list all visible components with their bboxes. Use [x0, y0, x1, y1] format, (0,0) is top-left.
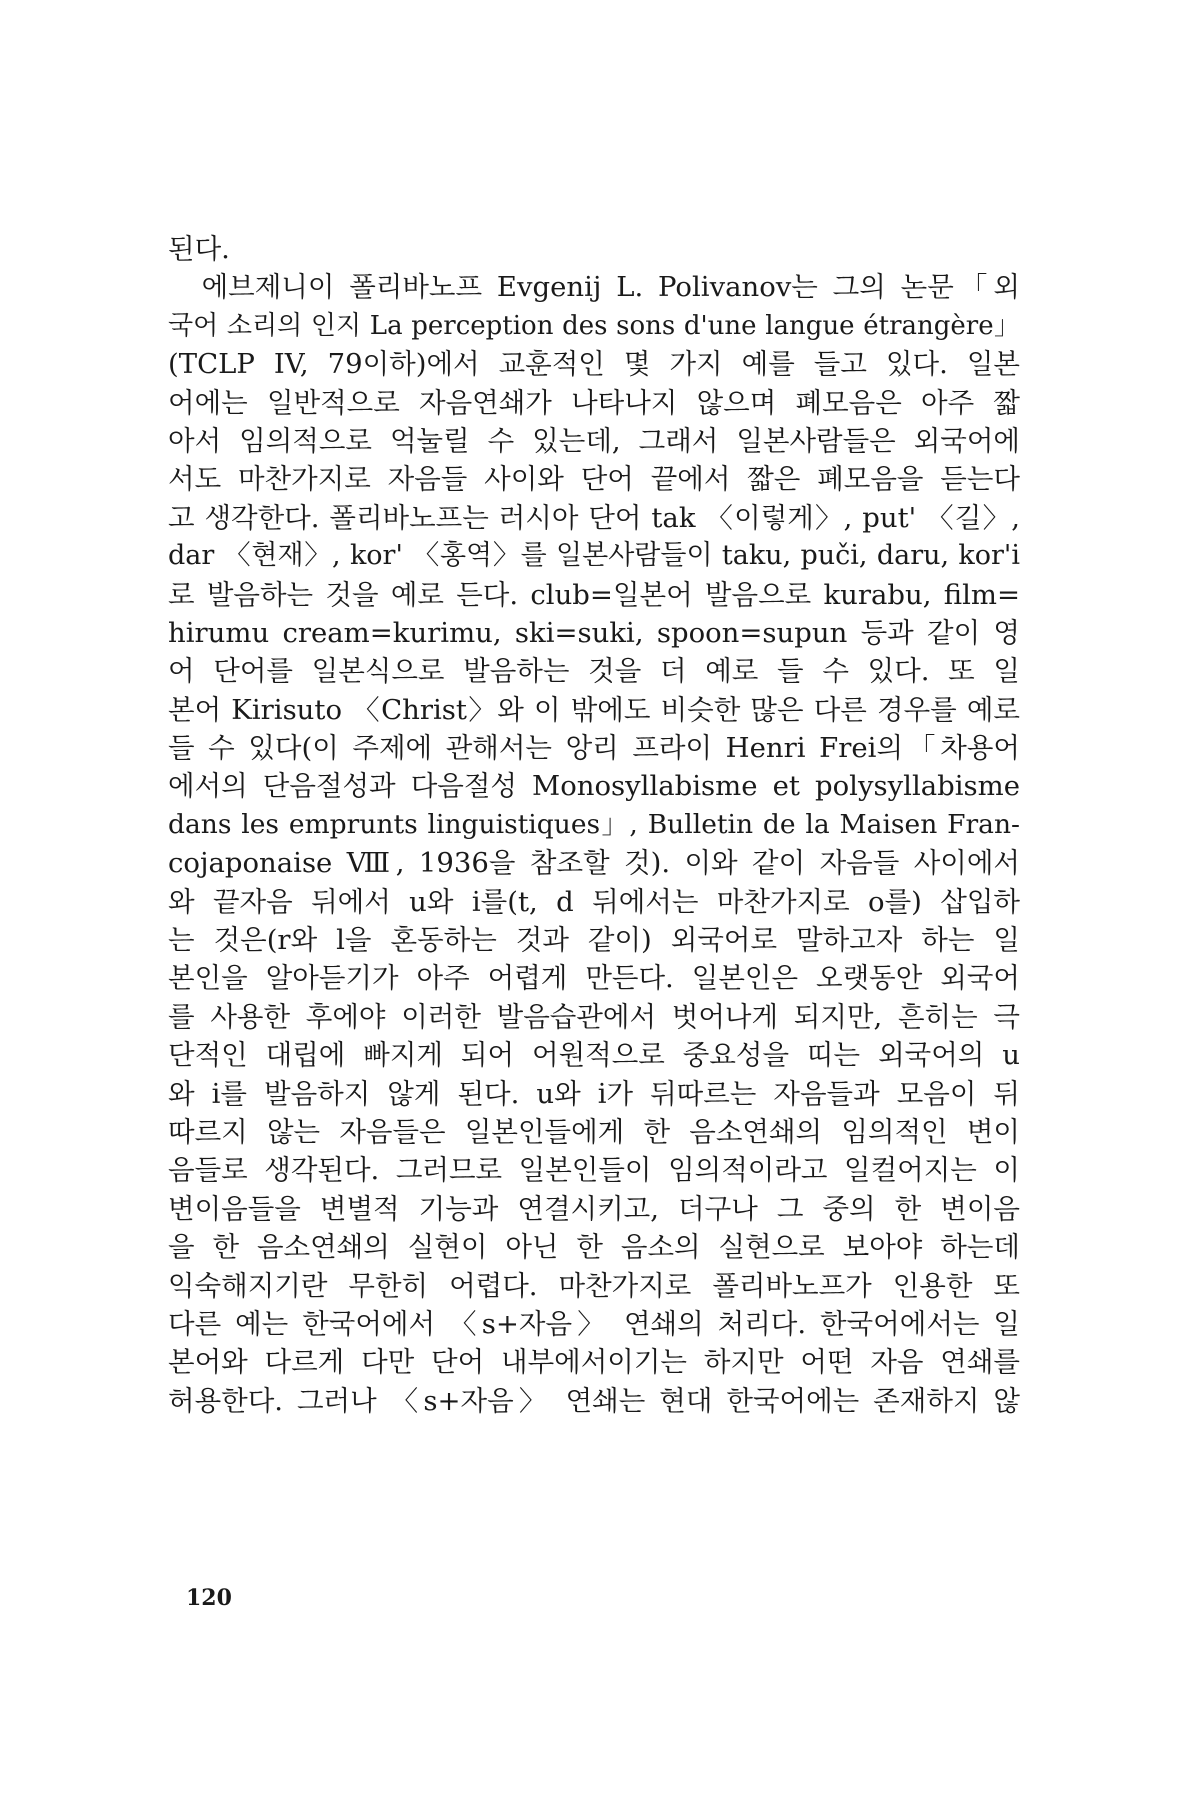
page-number: 120	[186, 1585, 232, 1611]
text-line: (TCLP IV, 79이하)에서 교훈적인 몇 가지 예를 들고 있다. 일본	[168, 348, 1020, 381]
text-line: 들 수 있다(이 주제에 관해서는 앙리 프라이 Henri Frei의「차용어	[168, 732, 1020, 765]
body-text	[168, 230, 1020, 1420]
text-line: 다른 예는 한국어에서 〈s+자음〉 연쇄의 처리다. 한국어에서는 일	[168, 1307, 1020, 1340]
text-line: 어 단어를 일본식으로 발음하는 것을 더 예로 들 수 있다. 또 일	[168, 655, 1020, 688]
text-line: hirumu cream=kurimu, ski=suki, spoon=supun 등과 같이 영	[168, 616, 1020, 649]
text-line: 음들로 생각된다. 그러므로 일본인들이 임의적이라고 일컬어지는 이	[168, 1154, 1020, 1187]
text-line: 허용한다. 그러나 〈s+자음〉 연쇄는 현대 한국어에는 존재하지 않	[168, 1384, 1020, 1417]
text-line: 을 한 음소연쇄의 실현이 아닌 한 음소의 실현으로 보아야 하는데	[168, 1231, 1020, 1264]
text-line: 익숙해지기란 무한히 어렵다. 마찬가지로 폴리바노프가 인용한 또	[168, 1269, 1020, 1302]
text-line: 로 발음하는 것을 예로 든다. club=일본어 발음으로 kurabu, film=	[168, 578, 1020, 611]
text-line: 에서의 단음절성과 다음절성 Monosyllabisme et polysyllabisme	[168, 770, 1020, 803]
text-line: 따르지 않는 자음들은 일본인들에게 한 음소연쇄의 임의적인 변이	[168, 1115, 1020, 1148]
text-line: 된다.	[168, 233, 230, 265]
text-line: 본어와 다르게 다만 단어 내부에서이기는 하지만 어떤 자음 연쇄를	[168, 1346, 1020, 1379]
text-line: 에브제니이 폴리바노프 Evgenij L. Polivanov는 그의 논문「외	[168, 271, 1020, 304]
text-line: 단적인 대립에 빠지게 되어 어원적으로 중요성을 띠는 외국어의 u	[168, 1039, 1020, 1072]
text-line: dar 〈현재〉, kor' 〈홍역〉를 일본사람들이 taku, puči, daru, kor'i	[168, 540, 1020, 572]
text-line: cojaponaise Ⅷ, 1936을 참조할 것). 이와 같이 자음들 사이에서	[168, 847, 1020, 880]
text-line: 국어 소리의 인지 La perception des sons d'une langue étrangère」	[168, 310, 1020, 341]
text-line: 본어 Kirisuto 〈Christ〉와 이 밖에도 비슷한 많은 다른 경우를 예로	[168, 693, 1020, 726]
text-line: dans les emprunts linguistiques」, Bulletin de la Maisen Fran-	[168, 808, 1020, 840]
text-line: 본인을 알아듣기가 아주 어렵게 만든다. 일본인은 오랫동안 외국어	[168, 962, 1020, 995]
text-line: 아서 임의적으로 억눌릴 수 있는데, 그래서 일본사람들은 외국어에	[168, 424, 1020, 457]
text-line: 와 끝자음 뒤에서 u와 i를(t, d 뒤에서는 마찬가지로 o를) 삽입하	[168, 885, 1020, 918]
text-line: 와 i를 발음하지 않게 된다. u와 i가 뒤따르는 자음들과 모음이 뒤	[168, 1077, 1020, 1110]
text-line: 를 사용한 후에야 이러한 발음습관에서 벗어나게 되지만, 흔히는 극	[168, 1000, 1020, 1033]
text-line: 고 생각한다. 폴리바노프는 러시아 단어 tak 〈이렇게〉, put' 〈길〉,	[168, 501, 1020, 534]
text-line: 변이음들을 변별적 기능과 연결시키고, 더구나 그 중의 한 변이음	[168, 1192, 1020, 1225]
text-line: 서도 마찬가지로 자음들 사이와 단어 끝에서 짧은 폐모음을 듣는다	[168, 463, 1020, 496]
text-line: 어에는 일반적으로 자음연쇄가 나타나지 않으며 폐모음은 아주 짧	[168, 386, 1020, 419]
text-line: 는 것은(r와 l을 혼동하는 것과 같이) 외국어로 말하고자 하는 일	[168, 924, 1020, 957]
